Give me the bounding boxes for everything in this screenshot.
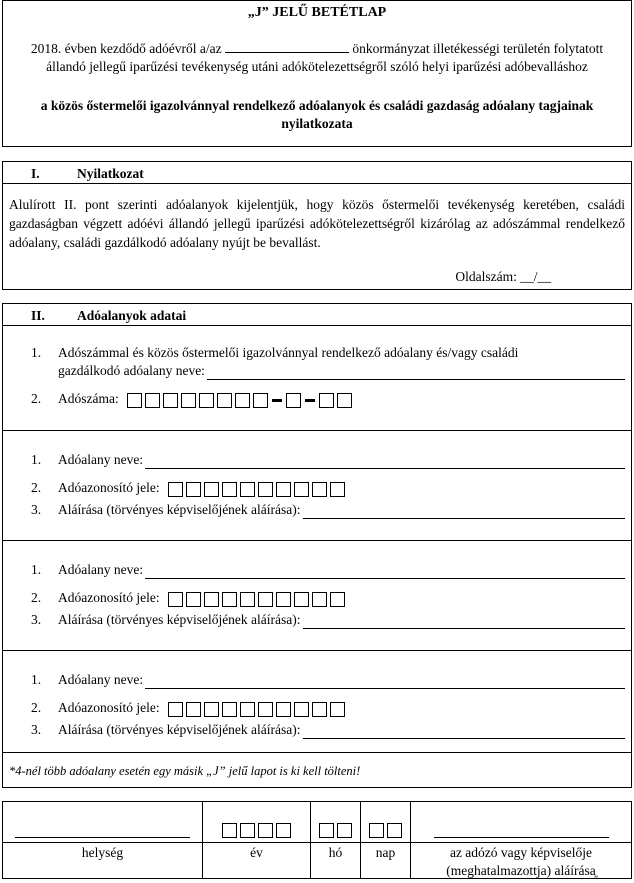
place-cell: [3, 802, 203, 878]
member-name-field[interactable]: [145, 676, 625, 689]
main-taxpayer-name-line: gazdálkodó adóalany neve:: [58, 362, 625, 380]
page-number-field[interactable]: __/__: [520, 269, 551, 284]
place-label: helység: [3, 842, 202, 862]
year-boxes[interactable]: [222, 823, 291, 838]
day-boxes[interactable]: [369, 823, 402, 838]
day-cell: [361, 802, 411, 878]
member-name-line: 1. Adóalany neve:: [31, 671, 625, 689]
taxpayer-member-group: [3, 541, 631, 651]
month-label: hó: [311, 842, 360, 862]
member-signature-field[interactable]: [303, 726, 625, 739]
section-title-bar: [3, 162, 631, 184]
member-signature-field[interactable]: [303, 616, 625, 629]
member-name-field[interactable]: [145, 456, 625, 469]
day-label: nap: [361, 842, 410, 862]
corner-mark: ”: [594, 874, 598, 883]
page-number: Oldalszám: __/__: [455, 269, 551, 284]
form-intro: 2018. évben kezdődő adóévről a/az önkormányzat illetékességi területén folytatott állandó jellegű iparűzési tevékenység utáni adókötelezettségről szóló helyi iparűzési adóbevalláshoz: [30, 41, 604, 74]
member-name-line: 1. Adóalany neve:: [31, 451, 625, 469]
member-name-field[interactable]: [145, 566, 625, 579]
signer-signature-field[interactable]: [434, 836, 609, 838]
signer-label: az adózó vagy képviselője (meghatalmazottja) aláírása: [411, 842, 631, 879]
member-signature-line: 3. Aláírása (törvényes képviselőjének aláírása):: [31, 501, 625, 519]
footnote-box: [2, 752, 632, 788]
member-id-line: 2. Adóazonosító jele:: [31, 699, 625, 717]
month-boxes[interactable]: [319, 823, 352, 838]
member-name-line: 1. Adóalany neve:: [31, 561, 625, 579]
main-taxpayer-group: [3, 326, 631, 431]
form-subtitle: a közös őstermelői igazolvánnyal rendelkező adóalanyok és családi gazdaság adóalany tagjainak nyilatkozata: [40, 98, 594, 131]
section-taxpayers: [2, 303, 632, 788]
section-title-bar: [3, 304, 631, 326]
member-id-line: 2. Adóazonosító jele:: [31, 479, 625, 497]
member-id-boxes[interactable]: [168, 482, 348, 497]
form-header: [2, 0, 632, 147]
municipality-field[interactable]: [225, 41, 349, 53]
place-field[interactable]: [15, 836, 190, 838]
signature-row: [2, 801, 632, 879]
taxpayer-member-group: [3, 431, 631, 541]
section-declaration: [2, 161, 632, 290]
member-signature-field[interactable]: [303, 506, 625, 519]
member-signature-line: 3. Aláírása (törvényes képviselőjének aláírása):: [31, 721, 625, 739]
section-title: Adóalanyok adatai: [77, 308, 187, 323]
signer-cell: [411, 802, 631, 878]
month-cell: [311, 802, 361, 878]
year-label: év: [203, 842, 310, 862]
year-cell: [203, 802, 311, 878]
section-number: II.: [31, 308, 45, 323]
member-id-line: 2. Adóazonosító jele:: [31, 589, 625, 607]
taxpayer-member-group: [3, 651, 631, 761]
section-title: Nyilatkozat: [77, 166, 144, 181]
tax-number-line: 2. Adószáma:: [31, 390, 625, 408]
member-id-boxes[interactable]: [168, 592, 348, 607]
main-taxpayer-label-line: 1. Adószámmal és közös őstermelői igazolvánnyal rendelkező adóalany és/vagy családi: [31, 345, 519, 360]
footnote: *4-nél több adóalany esetén egy másik „J” jelű lapot is ki kell tölteni!: [9, 764, 361, 778]
declaration-text: Alulírott II. pont szerinti adóalanyok kijelentjük, hogy közös őstermelői tevékenység keretében, családi gazdaságban végzett adóévi állandó jellegű iparűzési adókötelezettségről kizárólag az adószámmal rendelkező adóalany, családi gazdálkodó adóalany nyújt be bevallást.: [9, 197, 625, 251]
section-number: I.: [31, 166, 40, 181]
form-title: „J” JELŰ BETÉTLAP: [247, 5, 387, 20]
main-taxpayer-name-field[interactable]: [207, 367, 625, 380]
member-id-boxes[interactable]: [168, 702, 348, 717]
tax-number-boxes[interactable]: [127, 393, 355, 408]
member-signature-line: 3. Aláírása (törvényes képviselőjének aláírása):: [31, 611, 625, 629]
